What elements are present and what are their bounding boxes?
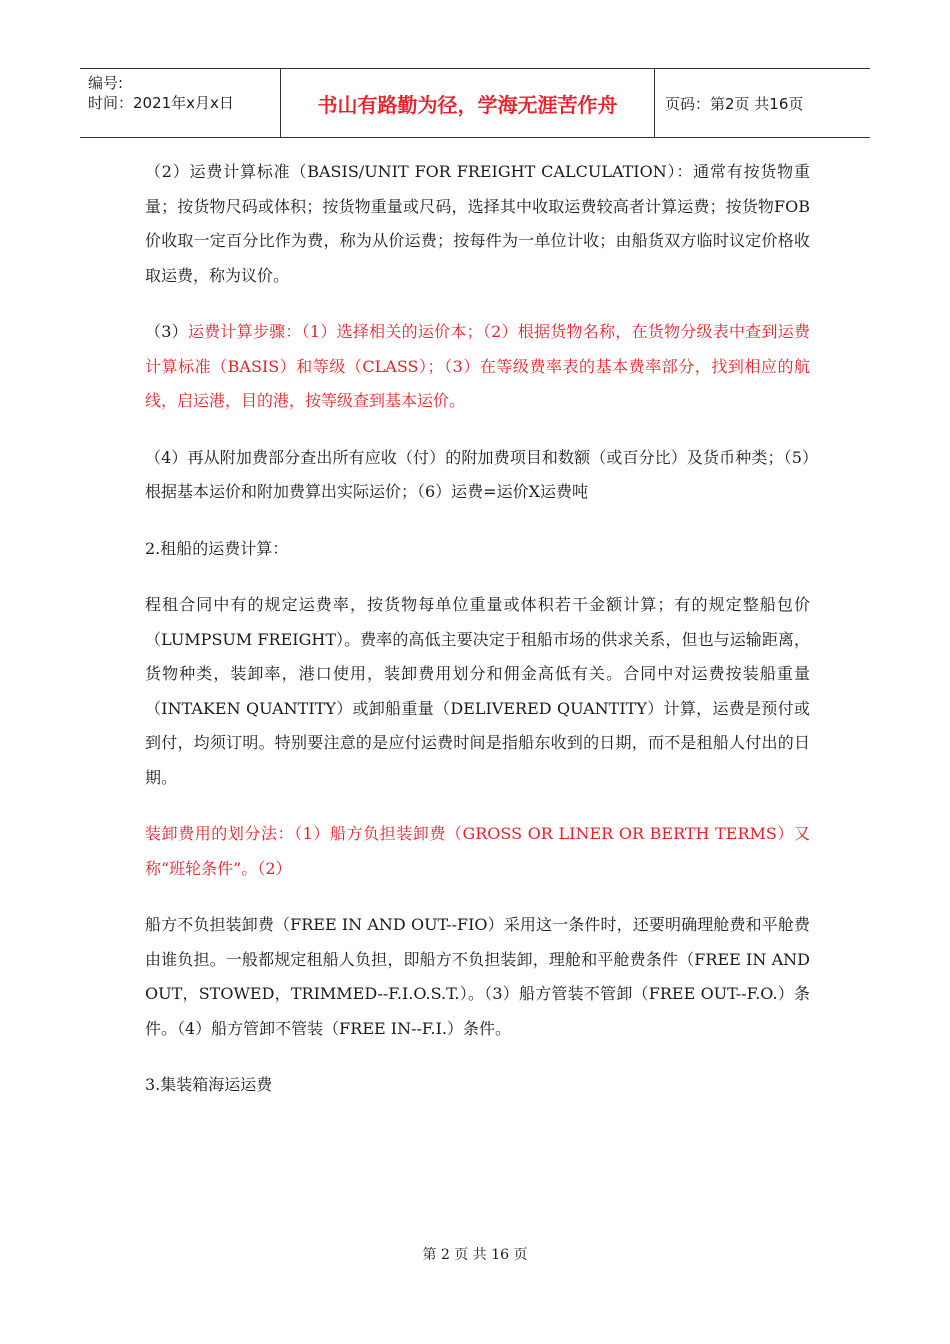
header-motto: 书山有路勤为径，学海无涯苦作舟	[281, 69, 655, 137]
code-label: 编号:	[88, 74, 124, 92]
body-paragraph	[145, 532, 810, 567]
paragraph-text: 程租合同中有的规定运费率，按货物每单位重量或体积若干金额计算；有的规定整船包价（LUMPSUM FREIGHT）。费率的高低主要决定于租船市场的供求关系，但也与运输距离，货物种类，装卸率，港口使用，装卸费用划分和佣金高低有关。合同中对运费按装船重量（INTAKEN QUANTITY）或卸船重量（DELIVERED QUANTITY）计算，运费是预付或到付，均须订明。特别要注意的是应付运费时间是指船东收到的日期，而不是租船人付出的日期。	[145, 595, 810, 787]
page-footer: 第 2 页 共 16 页	[422, 1247, 528, 1263]
body-paragraph	[145, 1068, 810, 1103]
body-paragraph	[145, 817, 810, 886]
body-paragraph	[145, 908, 810, 1046]
paragraph-text: 2.租船的运费计算：	[145, 538, 289, 558]
paragraph-text: 3.集装箱海运运费	[145, 1075, 273, 1094]
body-paragraph	[145, 588, 810, 795]
document-body	[145, 155, 810, 1125]
header-page-info: 页码：第2页 共16页	[665, 94, 804, 113]
body-paragraph	[145, 155, 810, 293]
body-paragraph	[145, 441, 810, 510]
page-header	[80, 68, 870, 138]
highlighted-text: 装卸费用的划分法：（1）船方负担装卸费（GROSS OR LINER OR BERTH TERMS）又称“班轮条件”。（2）	[145, 824, 810, 878]
paragraph-text: （4）再从附加费部分查出所有应收（付）的附加费项目和数额（或百分比）及货币种类；（5）根据基本运价和附加费算出实际运价；（6）运费=运价X运费吨	[145, 447, 810, 501]
body-paragraph	[145, 315, 810, 419]
paragraph-text: 船方不负担装卸费（FREE IN AND OUT--FIO）采用这一条件时，还要明确理舱费和平舱费由谁负担。一般都规定租船人负担，即船方不负担装卸，理舱和平舱费条件（FREE IN AND OUT，STOWED，TRIMMED--F.I.O.S.T.）。（3）船方管装不管卸（FREE OUT--F.O.）条件。（4）船方管卸不管装（FREE IN--F.I.）条件。	[145, 915, 810, 1038]
paragraph-text: （2）运费计算标准（BASIS/UNIT FOR FREIGHT CALCULATION）：通常有按货物重量；按货物尺码或体积；按货物重量或尺码，选择其中收取运费较高者计算运费；按货物FOB价收取一定百分比作为费，称为从价运费；按每件为一单位计收；由船货双方临时议定价格收取运费，称为议价。	[145, 162, 810, 285]
time-label: 时间：2021年x月x日	[88, 94, 234, 112]
paragraph-text: （3）	[145, 322, 188, 341]
highlighted-text: 运费计算步骤：（1）选择相关的运价本；（2）根据货物名称，在货物分级表中查到运费计算标准（BASIS）和等级（CLASS）；（3）在等级费率表的基本费率部分，找到相应的航线，启运港，目的港，按等级查到基本运价。	[145, 322, 810, 410]
header-meta	[80, 69, 281, 137]
